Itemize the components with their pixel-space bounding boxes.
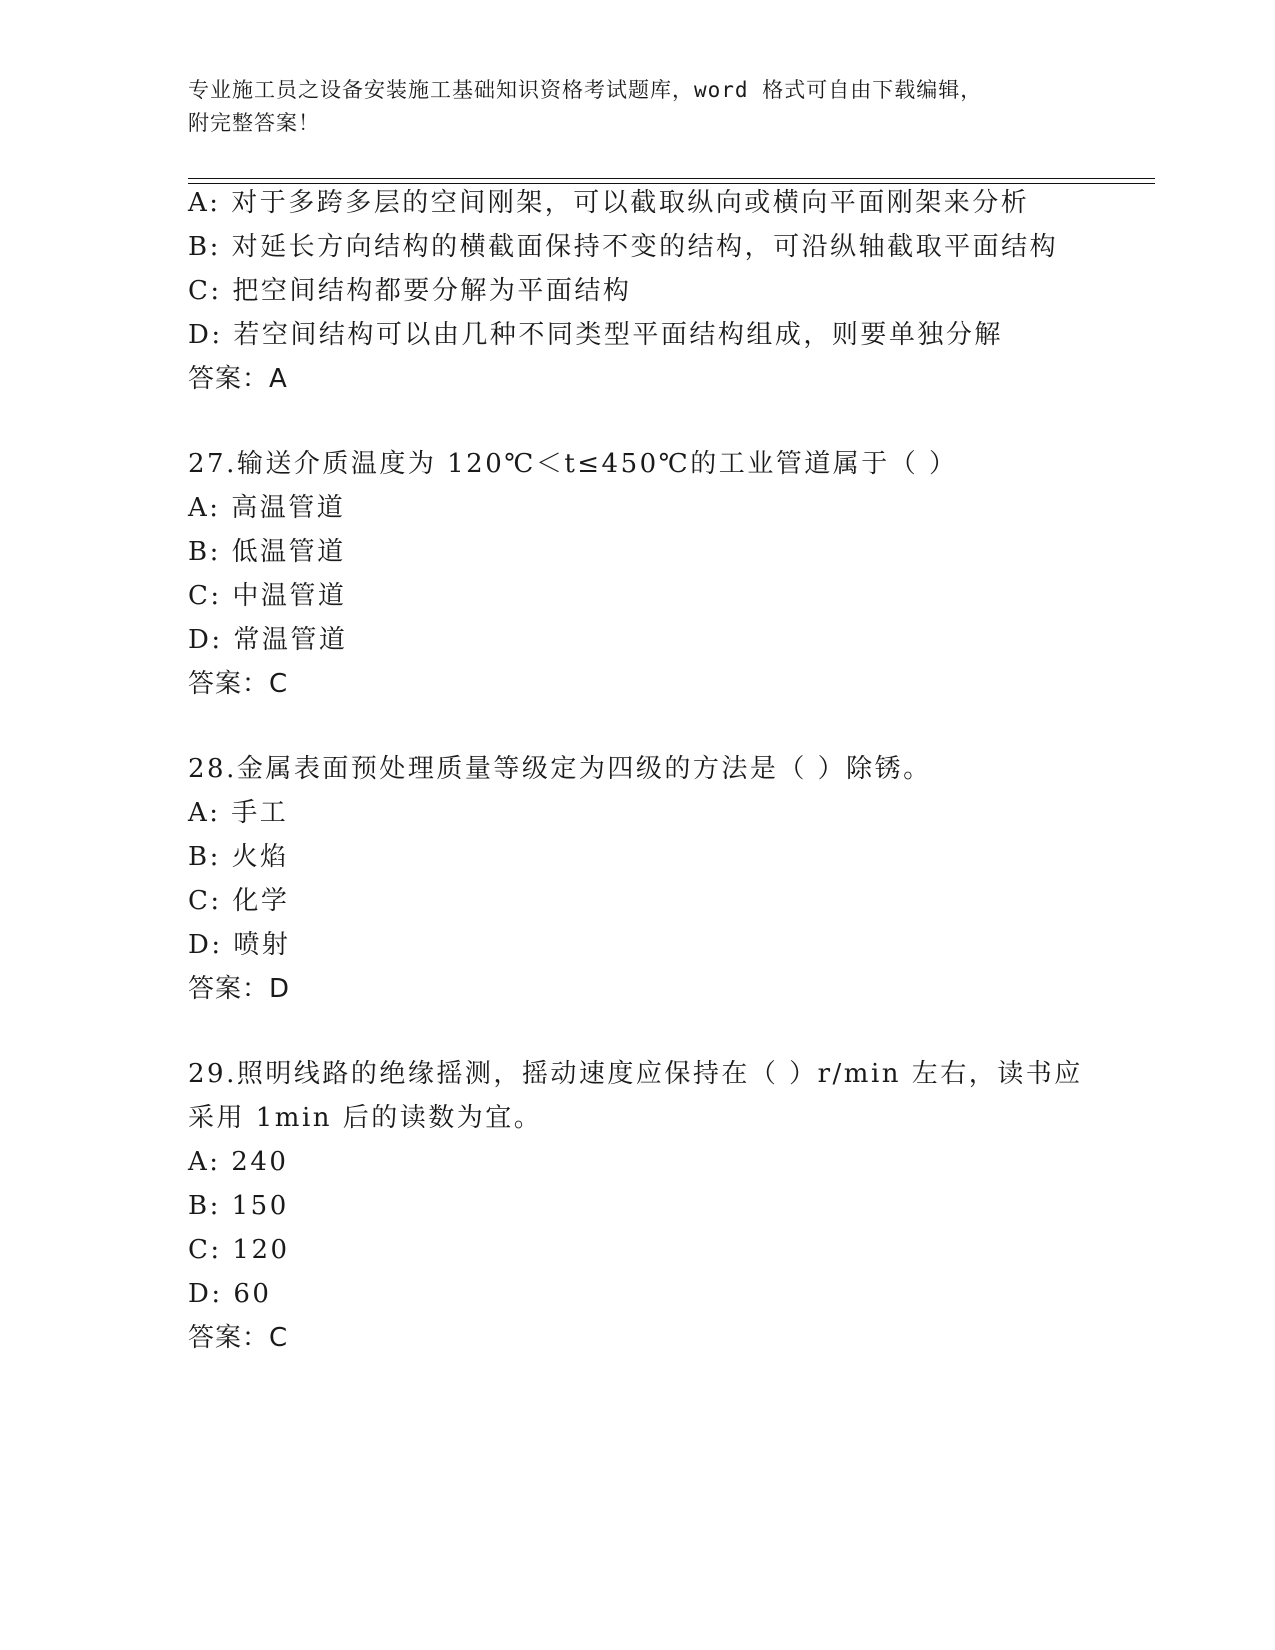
option-d: D: 常温管道 xyxy=(188,625,348,655)
header-line-1: 专业施工员之设备安装施工基础知识资格考试题库，word 格式可自由下载编辑， xyxy=(188,78,983,102)
option-b: B: 低温管道 xyxy=(188,537,346,567)
document-header xyxy=(188,74,1068,140)
header-divider-top xyxy=(188,178,1155,179)
option-c: C: 把空间结构都要分解为平面结构 xyxy=(188,276,632,306)
option-b: B: 对延长方向结构的横截面保持不变的结构，可沿纵轴截取平面结构 xyxy=(188,232,1059,262)
answer: 答案：D xyxy=(188,974,291,1004)
header-divider-bottom xyxy=(188,183,1155,184)
option-d: D: 喷射 xyxy=(188,930,291,960)
option-c: C: 化学 xyxy=(188,886,290,916)
question-29-stem-line-1: 29.照明线路的绝缘摇测，摇动速度应保持在（ ）r/min 左右，读书应 xyxy=(188,1059,1083,1089)
answer: 答案：A xyxy=(188,364,288,394)
option-c: C: 中温管道 xyxy=(188,581,347,611)
option-c: C: 120 xyxy=(188,1235,290,1265)
option-a: A: 240 xyxy=(188,1147,289,1177)
option-a: A: 高温管道 xyxy=(188,493,346,523)
option-a: A: 对于多跨多层的空间刚架，可以截取纵向或横向平面刚架来分析 xyxy=(188,188,1030,218)
option-d: D: 若空间结构可以由几种不同类型平面结构组成，则要单独分解 xyxy=(188,320,1003,350)
option-b: B: 火焰 xyxy=(188,842,289,872)
question-29-stem-line-2: 采用 1min 后的读数为宜。 xyxy=(188,1103,543,1133)
question-27-stem: 27.输送介质温度为 120℃＜t≤450℃的工业管道属于（ ） xyxy=(188,449,958,479)
option-a: A: 手工 xyxy=(188,798,289,828)
header-line-2: 附完整答案！ xyxy=(188,111,320,135)
answer: 答案：C xyxy=(188,669,289,699)
option-d: D: 60 xyxy=(188,1279,272,1309)
option-b: B: 150 xyxy=(188,1191,289,1221)
question-28-stem: 28.金属表面预处理质量等级定为四级的方法是（ ）除锈。 xyxy=(188,754,932,784)
answer: 答案：C xyxy=(188,1323,289,1353)
